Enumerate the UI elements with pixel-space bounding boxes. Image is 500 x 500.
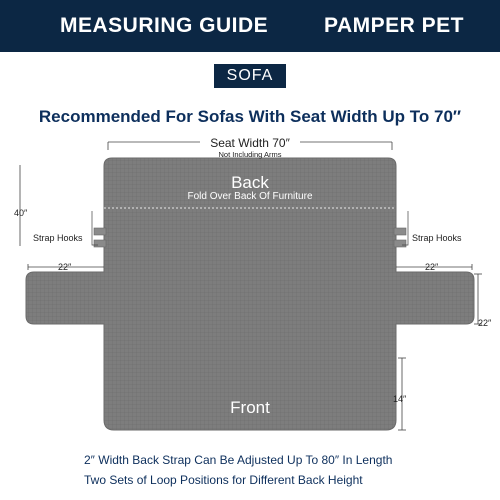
strap-length-note: 2″ Width Back Strap Can Be Adjusted Up To 80″ In Length xyxy=(84,453,393,467)
arm-height-label: 22″ xyxy=(478,318,492,328)
brand-title: PAMPER PET xyxy=(324,14,464,37)
recommendation-heading: Recommended For Sofas With Seat Width Up To 70″ xyxy=(38,107,462,126)
back-label: Back xyxy=(231,173,269,192)
left-strap-hooks-label: Strap Hooks xyxy=(33,233,83,243)
back-height-label: 40″ xyxy=(14,208,28,218)
measuring-guide-title: MEASURING GUIDE xyxy=(60,14,269,37)
loop-positions-note: Two Sets of Loop Positions for Different Back Height xyxy=(84,473,363,487)
right-strap-hooks-label: Strap Hooks xyxy=(412,233,462,243)
seat-width-label: Seat Width 70″ xyxy=(210,136,290,150)
front-drop-label: 14″ xyxy=(393,394,407,404)
fold-label: Fold Over Back Of Furniture xyxy=(187,191,313,202)
right-arm-width-label: 22″ xyxy=(425,262,439,272)
sofa-badge: SOFA xyxy=(214,64,286,88)
arm-height-dimension xyxy=(474,274,482,324)
left-arm-width-label: 22″ xyxy=(58,262,72,272)
front-label: Front xyxy=(230,398,270,417)
seat-width-note: Not Including Arms xyxy=(218,150,282,159)
